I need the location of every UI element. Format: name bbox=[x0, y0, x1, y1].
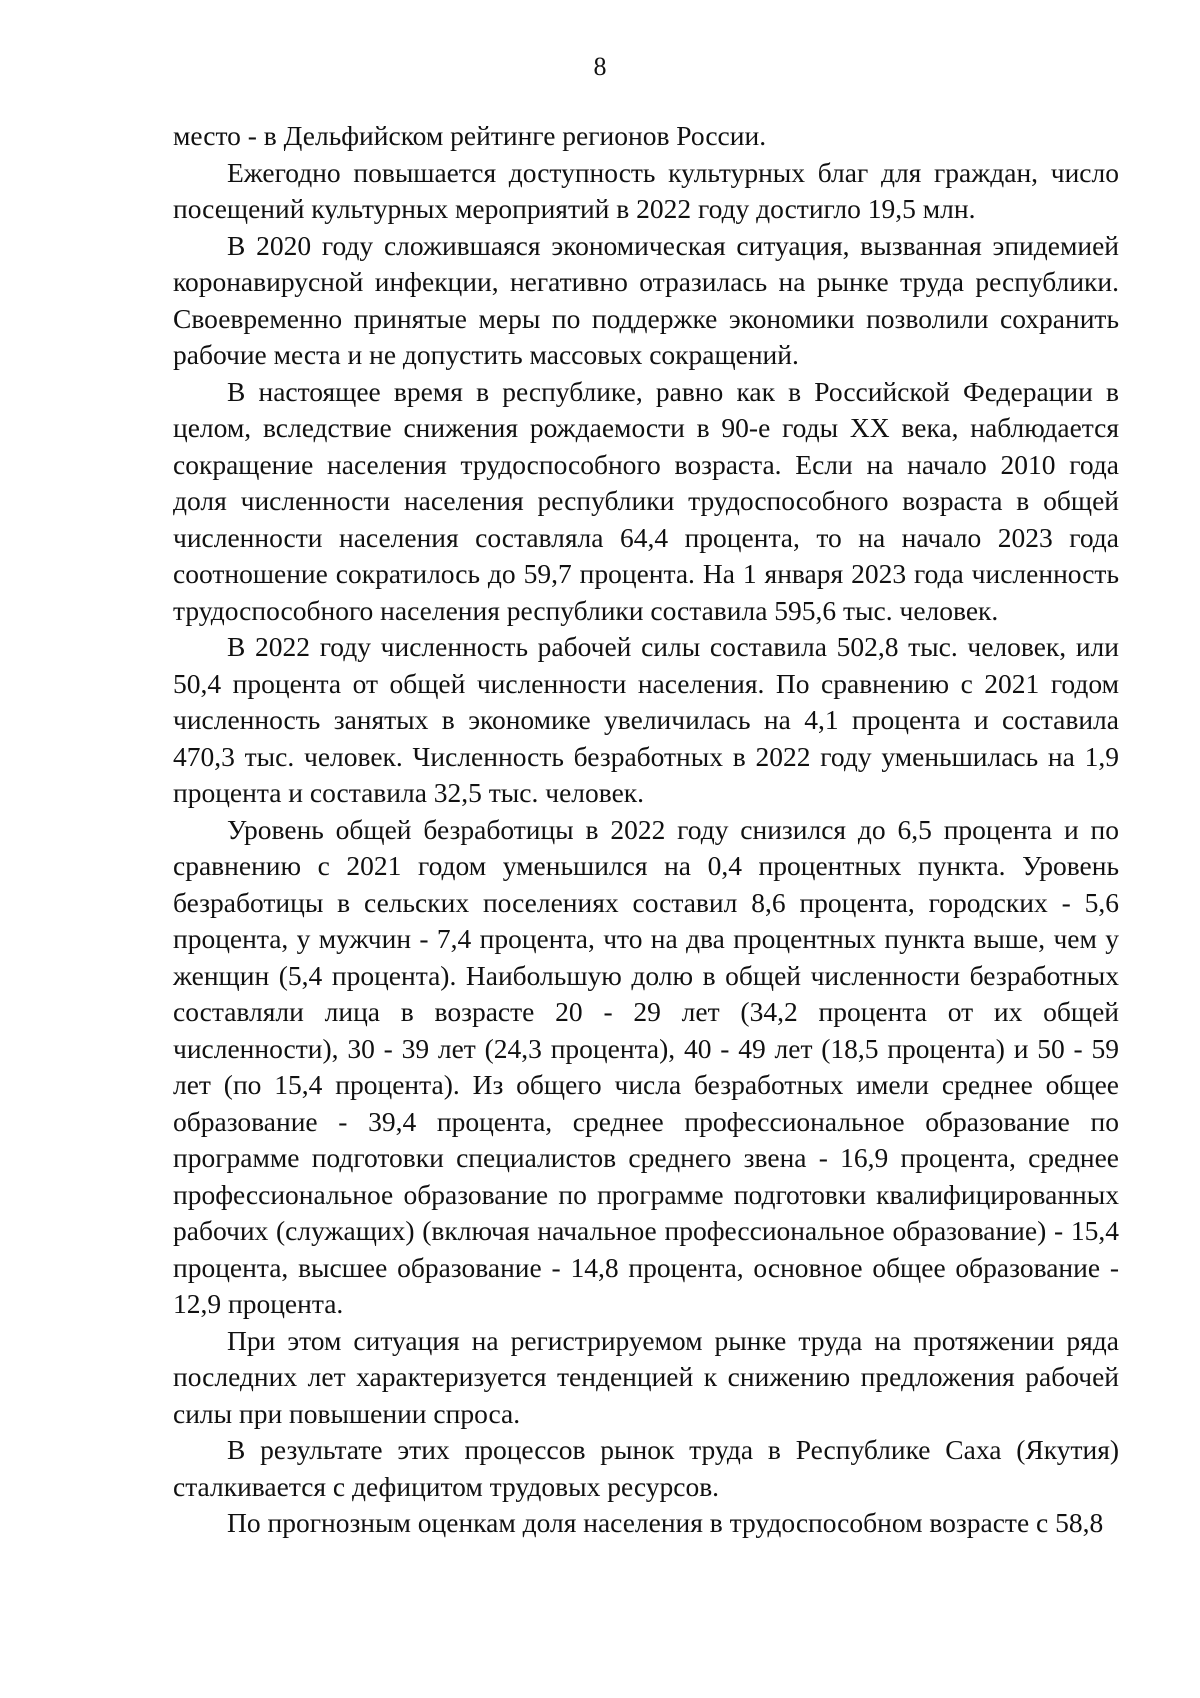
paragraph-pandemic-labor-market: В 2020 году сложившаяся экономическая ситуация, вызванная эпидемией коронавирусной инфекции, негативно отразилась на рынке труда республики. Своевременно принятые меры по поддержке экономики позволили сохранить рабочие места и не допустить массовых сокращений. bbox=[173, 229, 1119, 370]
paragraph-working-age-population: В настоящее время в республике, равно как в Российской Федерации в целом, вследствие снижения рождаемости в 90-е годы XX века, наблюдается сокращение населения трудоспособного возраста. Если на начало 2010 года доля численности населения республики трудоспособного возраста в общей численности населения составляла 64,4 процента, то на начало 2023 года соотношение сократилось до 59,7 процента. На 1 января 2023 года численность трудоспособного населения республики составила 595,6 тыс. человек. bbox=[173, 375, 1119, 626]
paragraph-labor-force: В 2022 году численность рабочей силы составила 502,8 тыс. человек, или 50,4 процента от общей численности населения. По сравнению с 2021 годом численность занятых в экономике увеличилась на 4,1 процента и составила 470,3 тыс. человек. Численность безработных в 2022 году уменьшилась на 1,9 процента и составила 32,5 тыс. человек. bbox=[173, 631, 1119, 808]
document-body bbox=[173, 118, 1119, 1542]
paragraph-registered-market: При этом ситуация на регистрируемом рынке труда на протяжении ряда последних лет характеризуется тенденцией к снижению предложения рабочей силы при повышении спроса. bbox=[173, 1324, 1119, 1429]
paragraph-forecast: По прогнозным оценкам доля населения в трудоспособном возрасте с 58,8 bbox=[227, 1507, 1104, 1538]
paragraph-unemployment: Уровень общей безработицы в 2022 году снизился до 6,5 процента и по сравнению с 2021 годом уменьшился на 0,4 процентных пункта. Уровень безработицы в сельских поселениях составил 8,6 процента, городских - 5,6 процента, у мужчин - 7,4 процента, что на два процентных пункта выше, чем у женщин (5,4 процента). Наибольшую долю в общей численности безработных составляли лица в возрасте 20 - 29 лет (34,2 процента от их общей численности), 30 - 39 лет (24,3 процента), 40 - 49 лет (18,5 процента) и 50 - 59 лет (по 15,4 процента). Из общего числа безработных имели среднее общее образование - 39,4 процента, среднее профессиональное образование по программе подготовки специалистов среднего звена - 16,9 процента, среднее профессиональное образование по программе подготовки квалифицированных рабочих (служащих) (включая начальное профессиональное образование) - 15,4 процента, высшее образование - 14,8 процента, основное общее образование - 12,9 процента. bbox=[173, 813, 1119, 1319]
paragraph-delphic-rating: место - в Дельфийском рейтинге регионов России. bbox=[173, 120, 767, 151]
paragraph-labor-deficit: В результате этих процессов рынок труда в Республике Саха (Якутия) сталкивается с дефицитом трудовых ресурсов. bbox=[173, 1434, 1119, 1502]
page-number: 8 bbox=[593, 52, 607, 81]
paragraph-culture-access: Ежегодно повышается доступность культурных благ для граждан, число посещений культурных мероприятий в 2022 году достигло 19,5 млн. bbox=[173, 156, 1119, 224]
